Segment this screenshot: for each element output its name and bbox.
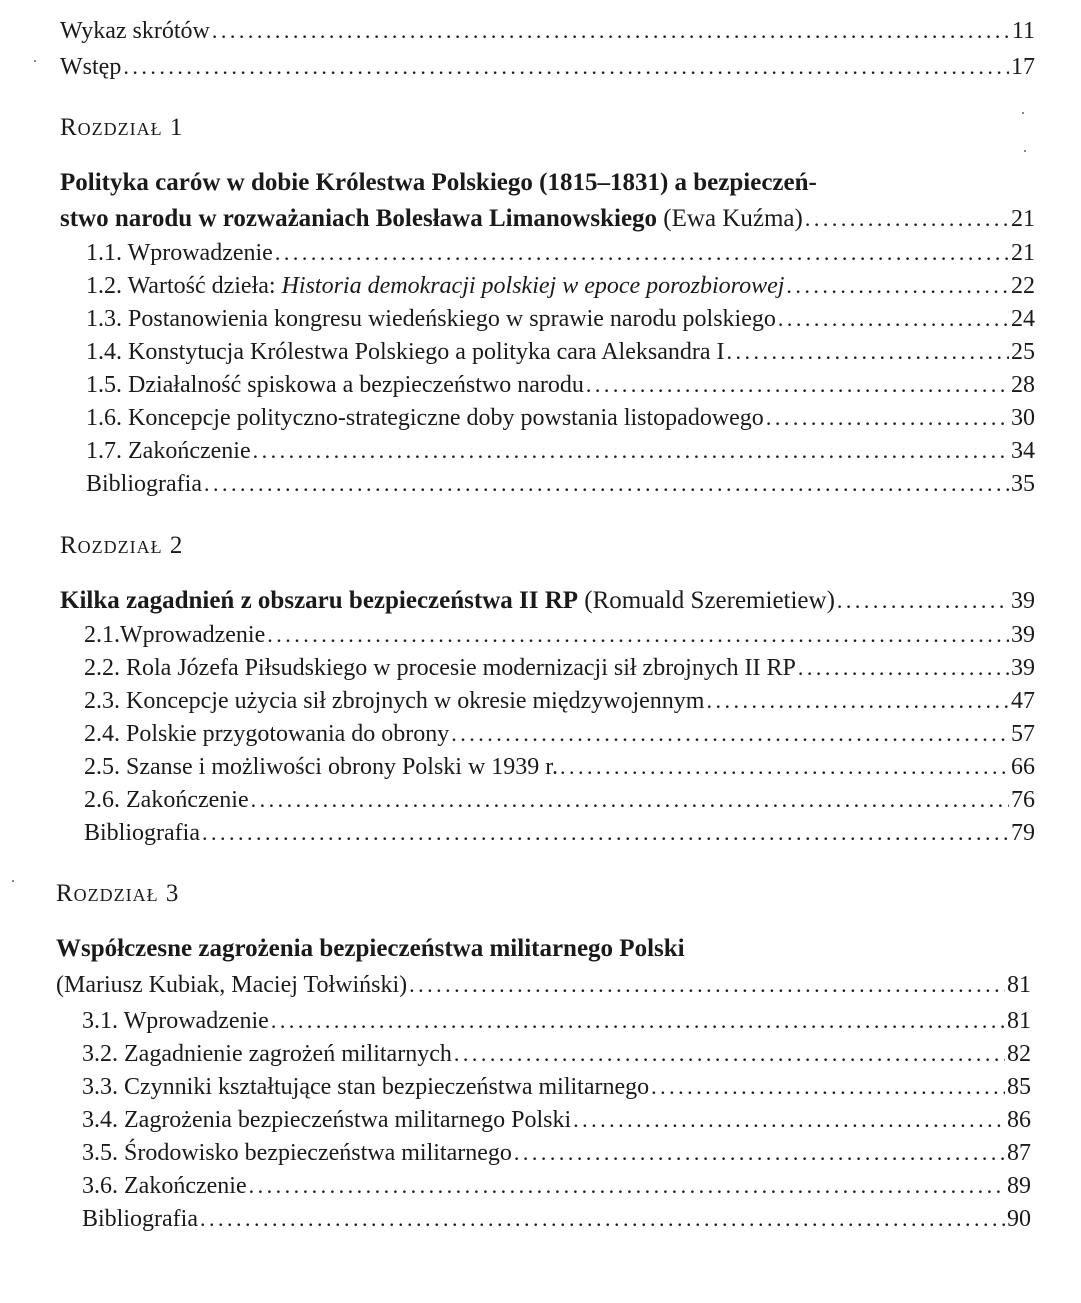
- leader-dots: [451, 719, 1009, 749]
- toc-entry-label-prefix: 1.2. Wartość dzieła:: [86, 273, 282, 299]
- chapter-author: (Ewa Kuźma): [657, 205, 803, 232]
- leader-dots: [706, 686, 1009, 716]
- toc-entry: [82, 1200, 1031, 1234]
- leader-dots: [573, 1105, 1005, 1135]
- toc-entry-label: Bibliografia: [84, 820, 200, 846]
- toc-entry-page: 11: [1011, 18, 1035, 44]
- toc-entry-label: 2.2. Rola Józefa Piłsudskiego w procesie modernizacji sił zbrojnych II RP: [84, 655, 796, 681]
- toc-entry-label: 1.1. Wprowadzenie: [86, 240, 273, 266]
- toc-entry-page: 28: [1011, 372, 1035, 398]
- toc-entry: [86, 366, 1035, 400]
- chapter-title-text: Kilka zagadnień z obszaru bezpieczeństwa II RP: [60, 587, 579, 614]
- toc-entry: [84, 781, 1035, 815]
- toc-entry-page: 21: [1011, 240, 1035, 266]
- toc-entry: [82, 1068, 1031, 1102]
- toc-entry-page: 39: [1011, 655, 1035, 681]
- chapter-heading: Rozdział 2: [60, 532, 184, 559]
- toc-entry-page: 57: [1011, 721, 1035, 747]
- toc-entry-label: Wstęp: [60, 54, 122, 80]
- toc-entry-label: 3.5. Środowisko bezpieczeństwa militarnego: [82, 1140, 512, 1166]
- toc-entry-page: 22: [1011, 273, 1035, 299]
- leader-dots: [586, 370, 1009, 400]
- leader-dots: [212, 16, 1010, 46]
- toc-entry: [86, 432, 1035, 466]
- chapter-heading: Rozdział 3: [56, 880, 180, 907]
- leader-dots: [271, 1006, 1005, 1036]
- scan-speck: [1024, 150, 1026, 152]
- leader-dots: [766, 403, 1009, 433]
- toc-entry-page: 21: [1011, 206, 1035, 232]
- chapter-heading: Rozdział 1: [60, 114, 184, 141]
- chapter-title-text: stwo narodu w rozważaniach Bolesława Limanowskiego: [60, 205, 658, 232]
- toc-entry-page: 24: [1011, 306, 1035, 332]
- toc-entry-page: 85: [1007, 1074, 1031, 1100]
- toc-entry: [82, 1167, 1031, 1201]
- chapter-title-entry: [60, 582, 1035, 616]
- toc-entry-label: 2.5. Szanse i możliwości obrony Polski w 1939 r.: [84, 754, 558, 780]
- toc-entry: [86, 267, 1035, 301]
- toc-entry-page: 89: [1007, 1173, 1031, 1199]
- chapter-title-line: [60, 204, 803, 234]
- toc-entry-page: 25: [1011, 339, 1035, 365]
- toc-entry: [84, 715, 1035, 749]
- toc-entry: [84, 682, 1035, 716]
- toc-entry: [86, 300, 1035, 334]
- leader-dots: [786, 271, 1009, 301]
- chapter-title-line: Współczesne zagrożenia bezpieczeństwa militarnego Polski: [56, 935, 685, 962]
- toc-entry-label: [86, 271, 784, 301]
- toc-entry-page: 76: [1011, 787, 1035, 813]
- toc-entry-label: 3.2. Zagadnienie zagrożeń militarnych: [82, 1041, 452, 1067]
- toc-entry-page: 81: [1007, 972, 1031, 998]
- toc-entry-label: Wykaz skrótów: [60, 18, 210, 44]
- leader-dots: [798, 653, 1009, 683]
- toc-entry: [86, 465, 1035, 499]
- leader-dots: [727, 337, 1009, 367]
- toc-entry-label: 1.6. Koncepcje polityczno-strategiczne doby powstania listopadowego: [86, 405, 764, 431]
- toc-entry: [82, 1035, 1031, 1069]
- toc-entry-page: 82: [1007, 1041, 1031, 1067]
- toc-entry-label: 2.6. Zakończenie: [84, 787, 249, 813]
- book-title: Historia demokracji polskiej w epoce porozbiorowej: [281, 273, 785, 299]
- leader-dots: [204, 469, 1009, 499]
- toc-entry-page: 39: [1011, 622, 1035, 648]
- scan-speck: [1022, 112, 1024, 114]
- toc-entry-page: 35: [1011, 471, 1035, 497]
- leader-dots: [253, 436, 1009, 466]
- leader-dots: [251, 785, 1009, 815]
- leader-dots: [409, 970, 1005, 1000]
- toc-entry-page: 81: [1007, 1008, 1031, 1034]
- leader-dots: [200, 1204, 1005, 1234]
- chapter-title-line: Polityka carów w dobie Królestwa Polskiego (1815–1831) a bezpieczeń-: [60, 169, 817, 196]
- toc-entry-label: 2.3. Koncepcje użycia sił zbrojnych w okresie międzywojennym: [84, 688, 705, 714]
- chapter-author: (Mariusz Kubiak, Maciej Tołwiński): [56, 972, 408, 998]
- toc-entry: [86, 333, 1035, 367]
- leader-dots: [651, 1072, 1005, 1102]
- toc-entry: [82, 1002, 1031, 1036]
- toc-entry: [82, 1101, 1031, 1135]
- toc-entry-page: 39: [1011, 588, 1035, 614]
- toc-entry: [84, 748, 1035, 782]
- toc-entry: [86, 234, 1035, 268]
- leader-dots: [267, 620, 1009, 650]
- leader-dots: [275, 238, 1009, 268]
- toc-entry-label: 3.1. Wprowadzenie: [82, 1008, 269, 1034]
- toc-entry-page: 87: [1007, 1140, 1031, 1166]
- toc-entry-label: 1.7. Zakończenie: [86, 438, 251, 464]
- leader-dots: [837, 586, 1009, 616]
- toc-entry: [84, 814, 1035, 848]
- toc-entry-label: 1.4. Konstytucja Królestwa Polskiego a polityka cara Aleksandra I: [86, 339, 725, 365]
- leader-dots: [805, 204, 1009, 234]
- scan-speck: [34, 60, 36, 62]
- toc-entry-page: 66: [1011, 754, 1035, 780]
- toc-entry-label: 3.4. Zagrożenia bezpieczeństwa militarnego Polski: [82, 1107, 572, 1133]
- leader-dots: [123, 52, 1009, 82]
- leader-dots: [514, 1138, 1005, 1168]
- leader-dots: [454, 1039, 1005, 1069]
- toc-entry: [60, 48, 1035, 82]
- toc-entry-page: 90: [1007, 1206, 1031, 1232]
- scan-speck: [12, 880, 14, 882]
- toc-entry: [86, 399, 1035, 433]
- toc-entry: [60, 12, 1035, 46]
- chapter-author: (Romuald Szeremietiew): [578, 587, 835, 614]
- leader-dots: [778, 304, 1009, 334]
- toc-entry-page: 34: [1011, 438, 1035, 464]
- toc-entry-page: 79: [1011, 820, 1035, 846]
- toc-entry-label: 1.3. Postanowienia kongresu wiedeńskiego w sprawie narodu polskiego: [86, 306, 776, 332]
- leader-dots: [202, 818, 1009, 848]
- leader-dots: [560, 752, 1009, 782]
- toc-entry-label: Bibliografia: [82, 1206, 198, 1232]
- toc-entry-page: 30: [1011, 405, 1035, 431]
- toc-entry-label: 3.3. Czynniki kształtujące stan bezpieczeństwa militarnego: [82, 1074, 650, 1100]
- toc-entry-page: 17: [1011, 54, 1035, 80]
- toc-entry-page: 86: [1007, 1107, 1031, 1133]
- leader-dots: [249, 1171, 1005, 1201]
- toc-entry-label: 1.5. Działalność spiskowa a bezpieczeństwo narodu: [86, 372, 584, 398]
- toc-entry-page: 47: [1011, 688, 1035, 714]
- toc-entry: [82, 1134, 1031, 1168]
- chapter-title-entry: [60, 200, 1035, 234]
- toc-entry-label: Bibliografia: [86, 471, 202, 497]
- toc-entry-label: 2.1.Wprowadzenie: [84, 622, 266, 648]
- toc-entry: [84, 616, 1035, 650]
- chapter-title-line: [60, 586, 835, 616]
- chapter-title-entry: [56, 966, 1031, 1000]
- toc-entry-label: 3.6. Zakończenie: [82, 1173, 247, 1199]
- toc-entry-label: 2.4. Polskie przygotowania do obrony: [84, 721, 450, 747]
- toc-entry: [84, 649, 1035, 683]
